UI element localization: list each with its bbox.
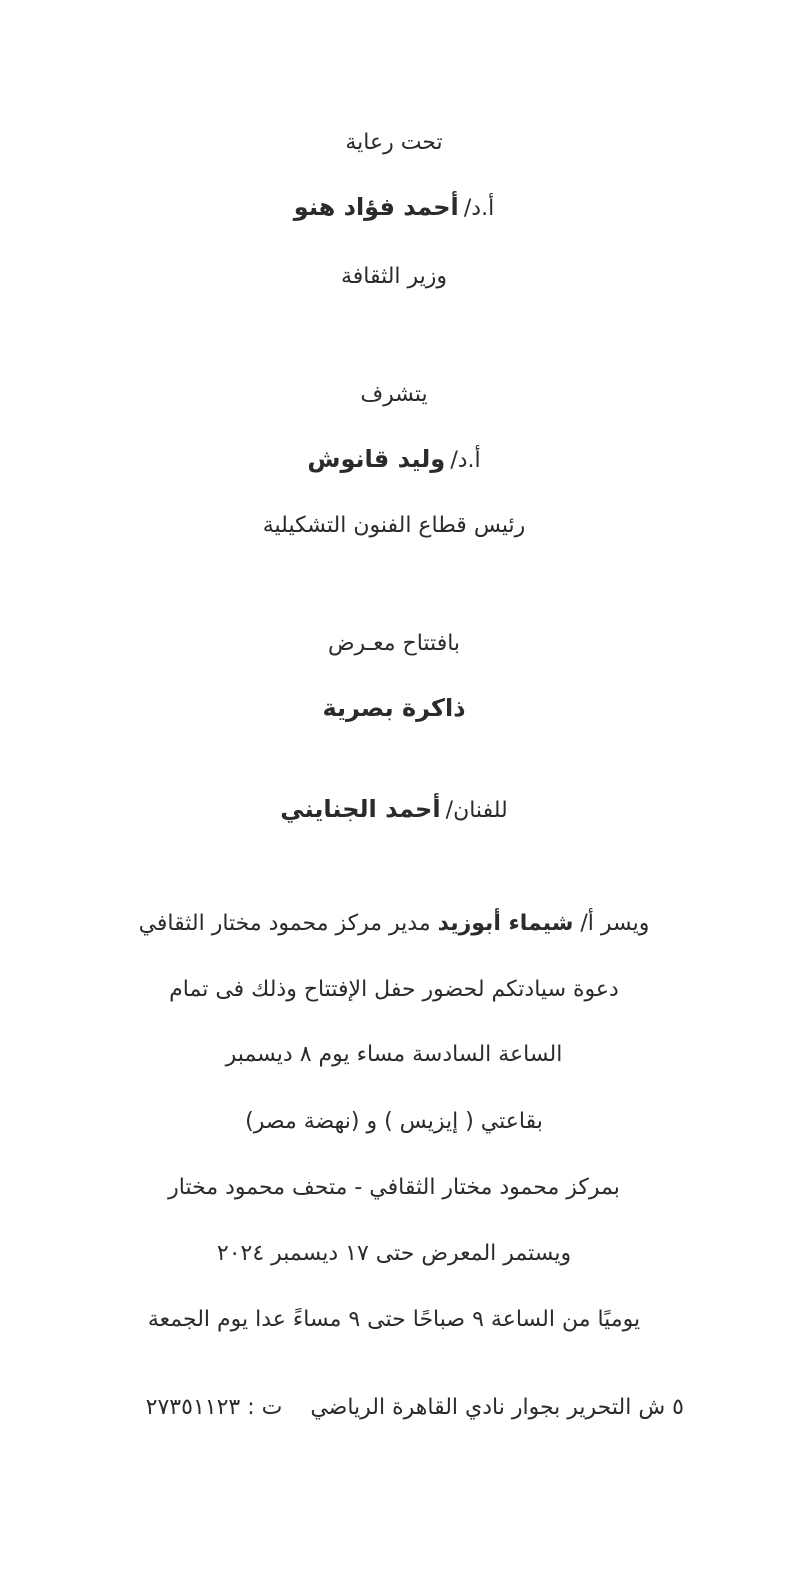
- exhibition-heading: بافتتاح معـرض: [327, 631, 461, 656]
- artist-line: [0, 795, 788, 824]
- host-heading: يتشرف: [360, 382, 428, 407]
- patronage-person: [0, 193, 788, 222]
- invitation-line-3: الساعة السادسة مساء يوم ٨ ديسمبر: [225, 1042, 563, 1067]
- host-prefix: أ.د/: [450, 448, 481, 473]
- invitation-line-1: [0, 911, 788, 937]
- host-role: رئيس قطاع الفنون التشكيلية: [262, 513, 526, 538]
- artist-prefix: للفنان/: [445, 798, 508, 823]
- contact-phone: ت : ٢٧٣٥١١٢٣: [145, 1395, 283, 1420]
- invitation-host-prefix: ويسر أ/: [580, 911, 650, 936]
- invitation-line-7: يوميًا من الساعة ٩ صباحًا حتى ٩ مساءً عدا يوم الجمعة: [147, 1307, 641, 1332]
- invitation-host-role: مدير مركز محمود مختار الثقافي: [138, 911, 431, 936]
- invitation-line-2: دعوة سيادتكم لحضور حفل الإفتتاح وذلك فى تمام: [169, 977, 619, 1002]
- patronage-heading: تحت رعاية: [345, 130, 443, 155]
- host-name: وليد قانوش: [307, 445, 446, 473]
- exhibition-title: ذاكرة بصرية: [322, 694, 466, 722]
- invitation-line-6: ويستمر المعرض حتى ١٧ ديسمبر ٢٠٢٤: [216, 1241, 572, 1266]
- patronage-role: وزير الثقافة: [340, 264, 448, 289]
- patronage-prefix: أ.د/: [463, 196, 495, 221]
- host-person: [0, 445, 788, 474]
- patronage-name: أحمد فؤاد هنو: [293, 193, 459, 221]
- artist-name: أحمد الجنايني: [280, 795, 441, 823]
- contact-address: ٥ ش التحرير بجوار نادي القاهرة الرياضي: [310, 1395, 684, 1420]
- contact-line: [146, 1395, 684, 1421]
- invitation-line-5: بمركز محمود مختار الثقافي - متحف محمود مختار: [168, 1175, 620, 1200]
- invitation-line-4: بقاعتي ( إيزيس ) و (نهضة مصر): [245, 1109, 543, 1134]
- invitation-host-name: شيماء أبوزيد: [437, 911, 574, 936]
